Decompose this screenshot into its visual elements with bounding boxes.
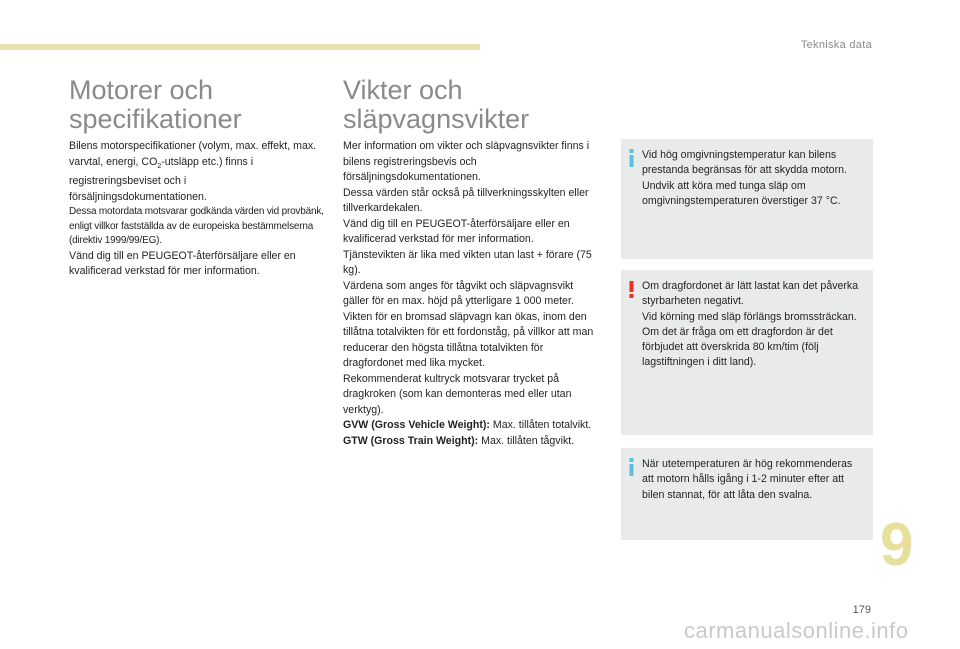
engine-spec-para3: Vänd dig till en PEUGEOT-återförsäljare eller en kvalificerad verkstad för mer information. [69,249,296,278]
weights-p2: Dessa värden står också på tillverkningsskylten eller tillverkardekalen. [343,186,589,214]
warning-icon [628,281,635,298]
title-motorer-line1: Motorer och [69,75,214,105]
engine-spec-para1 [69,139,324,205]
chapter-number: 9 [880,511,914,578]
weights-text [343,139,600,449]
weights-p6: Vikten för en bromsad släpvagn kan ökas, inom den tillåtna totalvikten för ett fordonståg, på villkor att man reducerar den högsta tillåtna totalvikten för dragfordonet med lika mycket. [343,310,594,369]
engine-spec-para1-post: -utsläpp etc.) finns i registreringsbeviset och i försäljningsdokumentationen. [69,155,254,203]
info-note-engine-cooling-text [642,457,865,503]
info-note-temperature-text [642,148,865,209]
page-number: 179 [852,604,871,616]
info-icon [628,149,635,167]
title-vikter [343,76,529,134]
warning-note-towing [621,270,873,435]
title-motorer [69,76,242,134]
gvw-text: Max. tillåten totalvikt. [489,419,592,431]
gvw-label: GVW (Gross Vehicle Weight): [343,419,490,431]
warning-para2: Vid körning med släp förlängs bromssträckan. [642,310,857,323]
section-label: Tekniska data [800,39,872,51]
info-icon [628,458,635,476]
co2-subscript: 2 [157,162,162,170]
warning-para3: Om det är fråga om ett dragfordon är det förbjudet att överskrida 80 km/tim (följ lagstiftningen i ditt land). [642,325,833,369]
warning-para1: Om dragfordonet är lätt lastat kan det påverka styrbarheten negativt. [642,280,859,308]
info-note-engine-cooling [621,448,873,540]
gtw-definition [343,434,600,450]
weights-p7: Rekommenderat kultryck motsvarar trycket på dragkroken (som kan demonteras med eller utan verktyg). [343,372,572,416]
warning-note-towing-text [642,279,865,371]
weights-p1: Mer information om vikter och släpvagnsvikter finns i bilens registreringsbevis och försäljningsdokumentationen. [343,140,590,183]
info-note-engine-cooling-para: När utetemperaturen är hög rekommenderas att motorn hålls igång i 1-2 minuter efter att bilen stannat, för att låta den svalna. [642,458,853,501]
engine-spec-text [69,139,324,280]
info-note-temperature [621,139,873,259]
title-vikter-line1: Vikter och [343,75,463,105]
engine-spec-para1-pre: Bilens motorspecifikationer (volym, max. effekt, max. varvtal, energi, CO [69,140,317,168]
weights-p5: Värdena som anges för tågvikt och släpvagnsvikt gäller för en max. höjd på ytterligare 1 000 meter. [343,279,574,307]
header-accent-bar [0,44,480,50]
info-note-temperature-para: Vid hög omgivningstemperatur kan bilens prestanda begränsas för att skydda motorn. Undvik att köra med tunga släp om omgivningstemperaturen överstiger 37 °C. [642,149,847,207]
watermark: carmanualsonline.info [684,618,909,643]
title-vikter-line2: släpvagnsvikter [343,104,530,134]
weights-p4: Tjänstevikten är lika med vikten utan last + förare (75 kg). [343,248,592,276]
weights-p3: Vänd dig till en PEUGEOT-återförsäljare eller en kvalificerad verkstad för mer information. [343,217,570,245]
gtw-text: Max. tillåten tågvikt. [478,434,575,447]
engine-spec-para2: Dessa motordata motsvarar godkända värden vid provbänk, enligt villkor fastställda av de europeiska bestämmelserna (direktiv 1999/99/EG). [69,206,324,247]
gvw-definition [343,418,600,434]
title-motorer-line2: specifikationer [69,104,242,134]
gtw-label: GTW (Gross Train Weight): [343,434,479,447]
